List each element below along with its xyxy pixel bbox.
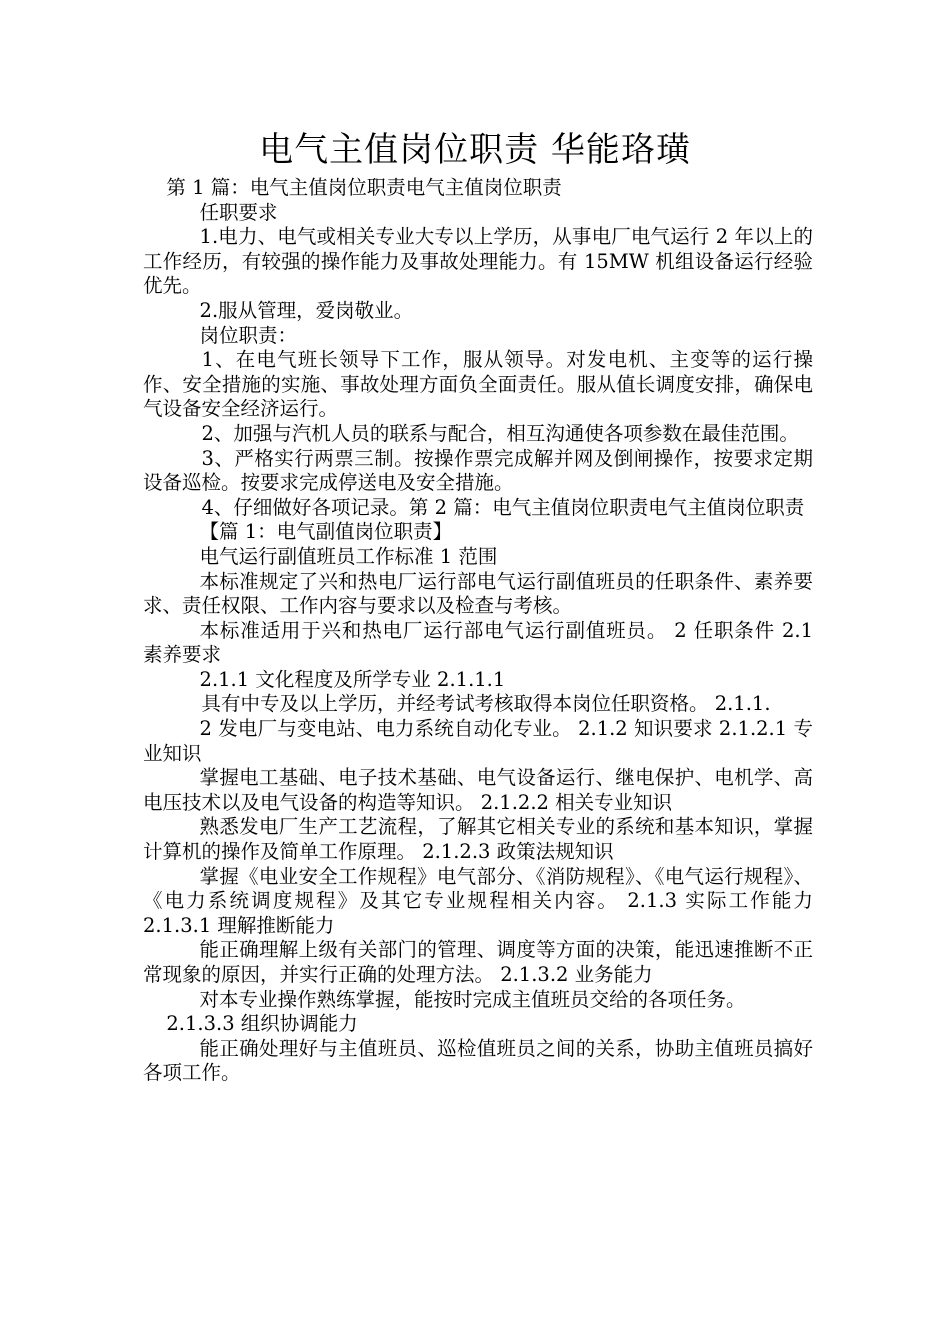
paragraph-education-detail: 具有中专及以上学历，并经考试考核取得本岗位任职资格。 2.1.1. xyxy=(201,692,771,716)
paragraph-standard-scope: 电气运行副值班员工作标准 1 范围 xyxy=(199,544,498,568)
paragraph-duty-4: 4、仔细做好各项记录。第 2 篇：电气主值岗位职责电气主值岗位职责 xyxy=(201,495,805,519)
document-title: 电气主值岗位职责 华能珞璜 xyxy=(259,130,691,170)
paragraph-business-ability: 对本专业操作熟练掌握，能按时完成主值班员交给的各项任务。 xyxy=(199,987,746,1011)
paragraph-requirement-1: 1.电力、电气或相关专业大专以上学历，从事电厂电气运行 2 年以上的工作经历，有较强的操作能力及事故处理能力。有 15MW 机组设备运行经验优先。 xyxy=(143,225,813,298)
paragraph-professional-knowledge: 掌握电工基础、电子技术基础、电气设备运行、继电保护、电机学、高电压技术以及电气设备的构造等知识。 2.1.2.2 相关专业知识 xyxy=(143,766,813,814)
paragraph-standard-applicability: 本标准适用于兴和热电厂运行部电气运行副值班员。 2 任职条件 2.1 素养要求 xyxy=(143,618,813,667)
paragraph-requirement-2: 2.服从管理，爱岗敬业。 xyxy=(199,298,414,322)
paragraph-duty-3: 3、严格实行两票三制。按操作票完成解并网及倒闸操作，按要求定期设备巡检。按要求完成停送电及安全措施。 xyxy=(143,446,813,495)
paragraph-section-1-heading: 第 1 篇：电气主值岗位职责电气主值岗位职责 xyxy=(166,176,562,199)
paragraph-knowledge-requirements: 2 发电厂与变电站、电力系统自动化专业。 2.1.2 知识要求 2.1.2.1 专业知识 xyxy=(143,717,813,765)
paragraph-duties-heading: 岗位职责： xyxy=(199,323,298,347)
paragraph-coordination-heading: 2.1.3.3 组织协调能力 xyxy=(166,1012,358,1036)
paragraph-duty-2: 2、加强与汽机人员的联系与配合，相互沟通使各项参数在最佳范围。 xyxy=(201,421,799,445)
paragraph-regulations-knowledge: 掌握《电业安全工作规程》电气部分、《消防规程》、《电气运行规程》、《电力系统调度规程》及其它专业规程相关内容。 2.1.3 实际工作能力 2.1.3.1 理解推断能力 xyxy=(143,864,813,937)
paragraph-standard-content: 本标准规定了兴和热电厂运行部电气运行副值班员的任职条件、素养要求、责任权限、工作内容与要求以及检查与考核。 xyxy=(143,569,813,618)
paragraph-related-knowledge: 熟悉发电厂生产工艺流程，了解其它相关专业的系统和基本知识，掌握计算机的操作及简单工作原理。 2.1.2.3 政策法规知识 xyxy=(143,815,813,864)
document-body xyxy=(143,176,813,1086)
paragraph-judgment-ability: 能正确理解上级有关部门的管理、调度等方面的决策，能迅速推断不正常现象的原因，并实行正确的处理方法。 2.1.3.2 业务能力 xyxy=(143,938,813,986)
paragraph-requirements-heading: 任职要求 xyxy=(199,200,278,224)
paragraph-education: 2.1.1 文化程度及所学专业 2.1.1.1 xyxy=(199,667,506,691)
paragraph-coordination-ability: 能正确处理好与主值班员、巡检值班员之间的关系，协助主值班员搞好各项工作。 xyxy=(143,1036,813,1085)
paragraph-duty-1: 1、在电气班长领导下工作，服从领导。对发电机、主变等的运行操作、安全措施的实施、事故处理方面负全面责任。服从值长调度安排，确保电气设备安全经济运行。 xyxy=(143,348,813,421)
paragraph-article-1-heading: 【篇 1：电气副值岗位职责】 xyxy=(199,520,453,544)
